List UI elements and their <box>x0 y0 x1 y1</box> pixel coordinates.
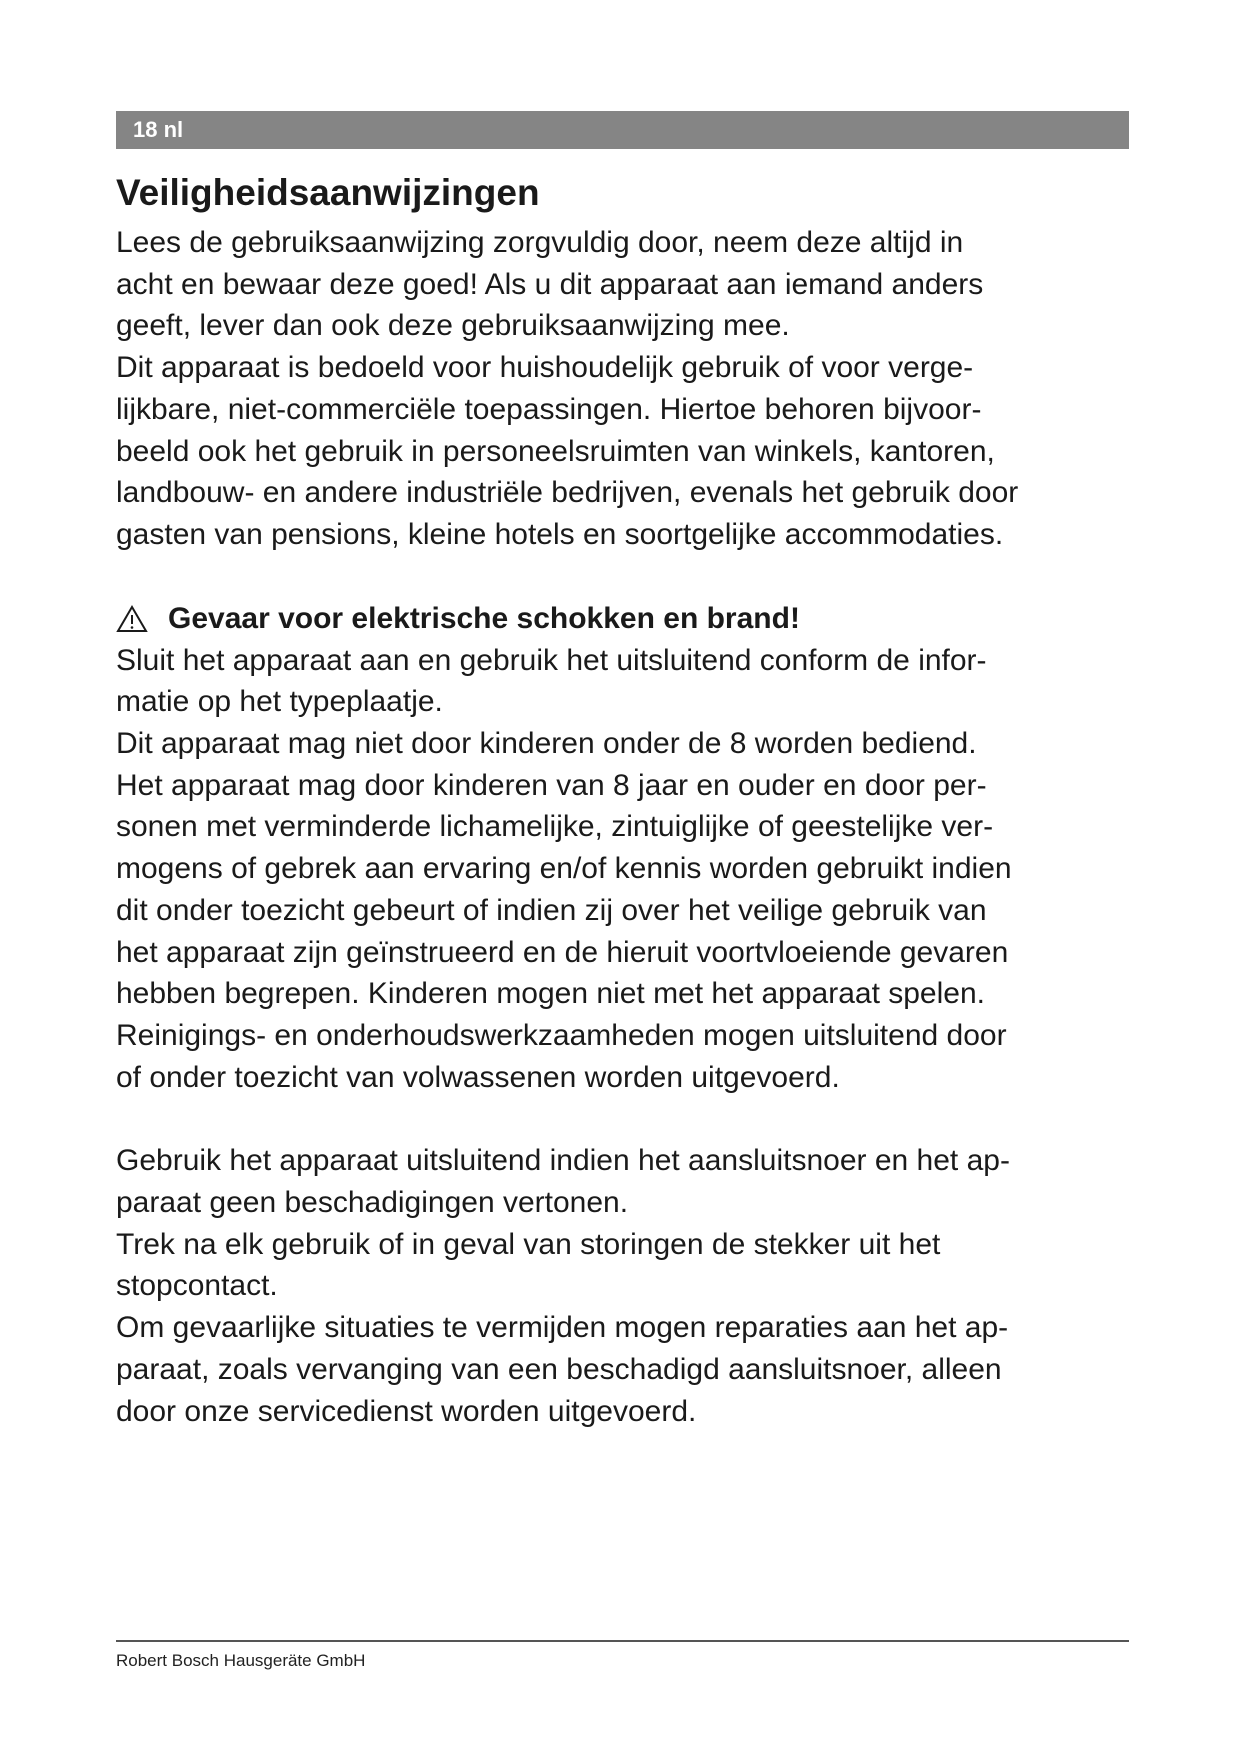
text-line: hebben begrepen. Kinderen mogen niet met het apparaat spelen. <box>116 977 985 1011</box>
page-title: Veiligheidsaanwijzingen <box>116 172 540 213</box>
page-content <box>116 168 1136 1432</box>
text-line: of onder toezicht van volwassenen worden uitgevoerd. <box>116 1060 840 1094</box>
text-line: acht en bewaar deze goed! Als u dit apparaat aan iemand anders <box>116 267 984 301</box>
warning-heading-text: Gevaar voor elektrische schokken en brand! <box>168 601 800 635</box>
text-line: Lees de gebruiksaanwijzing zorgvuldig door, neem deze altijd in <box>116 226 964 259</box>
text-line: paraat, zoals vervanging van een beschadigd aansluitsnoer, alleen <box>116 1352 1002 1386</box>
intro-paragraph <box>116 222 1136 556</box>
text-line: dit onder toezicht gebeurt of indien zij over het veilige gebruik van <box>116 893 987 927</box>
footer-divider <box>116 1640 1129 1642</box>
text-line: Trek na elk gebruik of in geval van storingen de stekker uit het <box>116 1227 941 1261</box>
text-line: door onze servicedienst worden uitgevoerd. <box>116 1394 697 1428</box>
text-line: lijkbare, niet-commerciële toepassingen. Hiertoe behoren bijvoor- <box>116 392 982 426</box>
text-line: Gebruik het apparaat uitsluitend indien het aansluitsnoer en het ap- <box>116 1144 1010 1178</box>
text-line: Sluit het apparaat aan en gebruik het uitsluitend conform de infor- <box>116 643 987 677</box>
warning-triangle-icon <box>116 605 148 633</box>
text-line: beeld ook het gebruik in personeelsruimten van winkels, kantoren, <box>116 434 995 468</box>
text-line: het apparaat zijn geïnstrueerd en de hieruit voortvloeiende gevaren <box>116 935 1009 969</box>
text-line: stopcontact. <box>116 1269 278 1303</box>
text-line: Om gevaarlijke situaties te vermijden mogen reparaties aan het ap- <box>116 1311 1009 1345</box>
warning-heading <box>116 598 1136 640</box>
usage-paragraph <box>116 1140 1136 1432</box>
text-line: sonen met verminderde lichamelijke, zintuiglijke of geestelijke ver- <box>116 810 994 844</box>
footer-company: Robert Bosch Hausgeräte GmbH <box>116 1651 366 1670</box>
text-line: Dit apparaat mag niet door kinderen onder de 8 worden bediend. <box>116 727 977 761</box>
text-line: Reinigings- en onderhoudswerkzaamheden mogen uitsluitend door <box>116 1018 1007 1052</box>
text-line: Het apparaat mag door kinderen van 8 jaar en ouder en door per- <box>116 768 987 802</box>
text-line: mogens of gebrek aan ervaring en/of kennis worden gebruikt indien <box>116 852 1012 886</box>
text-line: matie op het typeplaatje. <box>116 685 443 719</box>
text-line: Dit apparaat is bedoeld voor huishoudelijk gebruik of voor verge- <box>116 351 974 385</box>
warning-paragraph <box>116 640 1136 1099</box>
page-number-label: 18 nl <box>133 117 184 142</box>
text-line: landbouw- en andere industriële bedrijven, evenals het gebruik door <box>116 476 1019 510</box>
text-line: paraat geen beschadigingen vertonen. <box>116 1186 629 1220</box>
page-header-bar <box>116 111 1129 149</box>
text-line: geeft, lever dan ook deze gebruiksaanwijzing mee. <box>116 309 790 343</box>
text-line: gasten van pensions, kleine hotels en soortgelijke accommodaties. <box>116 517 1004 551</box>
